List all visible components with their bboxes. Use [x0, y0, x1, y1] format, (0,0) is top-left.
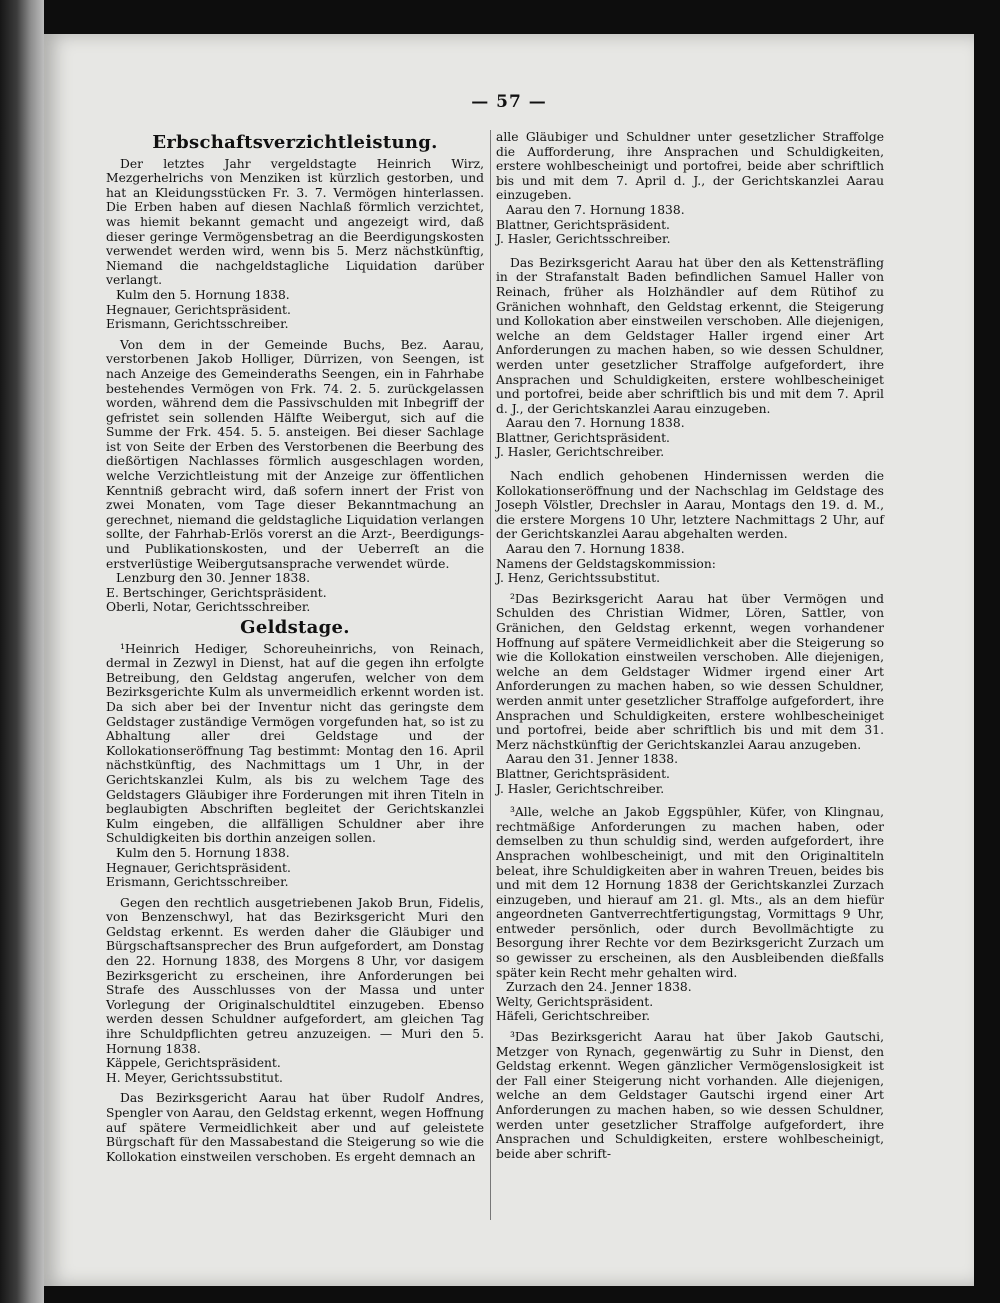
column-divider	[490, 130, 491, 1220]
book-spine-edge	[0, 0, 44, 1303]
notice-voelstler-signature-2: J. Henz, Gerichtssubstitut.	[496, 571, 660, 586]
notice-andres-continued-text: alle Gläubiger und Schuldner unter gesetzlicher Straffolge die Aufforderung, ihre Ansprachen und Schuldigkeiten, erstere wohlbescheinigt und portofrei, beide aber schriftlich bis und mit dem 7. April d. J., der Gerichtskanzlei Aarau einzugeben.	[496, 130, 884, 203]
page-number: — 57 —	[471, 92, 547, 112]
notice-andres-signature-1: Blattner, Gerichtspräsident.	[496, 217, 670, 232]
notice-holliger-date: Lenzburg den 30. Jenner 1838.	[116, 571, 311, 586]
notice-holliger-text: Von dem in der Gemeinde Buchs, Bez. Aarau, verstorbenen Jakob Holliger, Dürrizen, von Seengen, ist nach Anzeige des Gemeinderaths Seengen, ein in Fahrhabe bestehendes Vermögen von Frk. 74. 2. 5. zurückgelassen worden, während dem die Passivschulden mit Inbegriff der gefristet sein sollenden Hälfte Weibergut, sich auf die Summe der Frk. 454. 5. 5. ansteigen. Bei dieser Sachlage ist von Seite der Erben des Verstorbenen die Beerbung des dießörtigen Nachlasses förmlich ausgeschlagen worden, welche Verzichtleistung mit der Anzeige zur öffentlichen Kenntniß gebracht wird, daß sofern innert der Frist von zwei Monaten, vom Tage dieser Bekanntmachung an gerechnet, niemand die geldstagliche Liquidation verlangen sollte, der Fahrhab-Erlös vorerst an die Arzt-, Beerdigungs- und Publikationskosten, und der Ueberreſt an die erstverlüstige Weibergutsansprache verwendet würde.	[106, 337, 484, 571]
notice-wirz-signature-1: Hegnauer, Gerichtspräsident.	[106, 302, 291, 317]
notice-haller-text: Das Bezirksgericht Aarau hat über den als Kettensträfling in der Strafanstalt Baden befindlichen Samuel Haller von Reinach, früher als Holzhändler auf dem Rütihof zu Gränichen wohnhaft, den Geldstag erkennt, die Steigerung und Kollokation aber einstweilen verschoben. Alle diejenigen, welche an dem Geldstager Haller irgend einer Art Anforderungen zu machen haben, so wie dessen Schuldner, werden unter gesetzlicher Straffolge aufgefordert, ihre Ansprachen und Schuldigkeiten, erstere wohlbescheiniget und portofrei, beide aber schriftlich bis und mit dem 7. April d. J., der Gerichtskanzlei Aarau einzugeben.	[496, 255, 884, 416]
notice-brun-signature-2: H. Meyer, Gerichtssubstitut.	[106, 1070, 283, 1085]
notice-gautschi-text: ³Das Bezirksgericht Aarau hat über Jakob Gautschi, Metzger von Rynach, gegenwärtig zu Suhr in Dienst, den Geldstag erkennt. Wegen gänzlicher Vermögenslosigkeit ist der Fall einer Steigerung nicht vorhanden. Alle diejenigen, welche an dem Geldstager Gautschi irgend einer Art Anforderungen zu machen haben, so wie dessen Schuldner, werden unter gesetzlicher Straffolge aufgefordert, ihre Ansprachen und Schuldigkeiten, erstere wohlbescheinigt, beide aber schrift-	[496, 1030, 884, 1161]
notice-voelstler-signature-1: Namens der Geldstagskommission:	[496, 556, 716, 571]
notice-widmer-date: Aarau den 31. Jenner 1838.	[506, 752, 679, 767]
notice-widmer-text: ²Das Bezirksgericht Aarau hat über Vermögen und Schulden des Christian Widmer, Lören, Sattler, von Gränichen, den Geldstag erkennt, wegen vorhandener Hoffnung auf spätere Vermeidlichkeit aber die Steigerung so wie die Kollokation einstweilen verschoben. Alle diejenigen, welche an dem Geldstager Widmer irgend einer Art Anforderungen zu machen haben, so wie dessen Schuldner, werden anmit unter gesetzlicher Straffolge aufgefordert, ihre Ansprachen und Schuldigkeiten, erstere wohlbescheiniget und portofrei, beide aber schriftlich bis und mit dem 31. Merz nächstkünftig der Gerichtskanzlei Aarau anzugeben.	[496, 591, 884, 752]
notice-hediger-text: ¹Heinrich Hediger, Schoreuheinrichs, von Reinach, dermal in Zezwyl in Dienst, hat auf die gegen ihn erfolgte Betreibung, den Geldstag angerufen, welcher von dem Bezirksgerichte Kulm als unvermeidlich erkennt worden ist. Da sich aber bei der Inventur nicht das geringste dem Geldstager zuständige Vermögen vorgefunden hat, so ist zu Abhaltung aller drei Geldstage und der Kollokationseröffnung Tag bestimmt: Montag den 16. April nächstkünftig, des Nachmittags um 1 Uhr, in der Gerichtskanzlei Kulm, als bis zu welchem Tage des Geldstagers Gläubiger ihre Forderungen mit ihren Titeln in beglaubigten Abschriften begleitet der Gerichtskanzlei Kulm eingeben, die allfälligen Schuldner aber ihre Schuldigkeiten bis dorthin anzeigen sollen.	[106, 641, 484, 846]
notice-voelstler-text: Nach endlich gehobenen Hindernissen werden die Kollokationseröffnung und der Nachschlag im Geldstage des Joseph Völstler, Drechsler in Aarau, Montags den 19. d. M., die erstere Morgens 10 Uhr, letztere Nachmittags 2 Uhr, auf der Gerichtskanzlei Aarau abgehalten werden.	[496, 469, 884, 542]
section-heading-erbschaft: Erbschaftsverzichtleistung.	[152, 132, 438, 153]
notice-andres-signature-2: J. Hasler, Gerichtsschreiber.	[496, 232, 671, 247]
notice-wirz-text: Der letztes Jahr vergeldstagte Heinrich Wirz, Mezgerhelrichs von Menziken ist kürzlich gestorben, und hat an Kleidungsstücken Fr. 3. 7. Vermögen hinterlassen. Die Erben haben auf diesen Nachlaß förmlich verzichtet, was hiemit bekannt gemacht und angezeigt wird, daß dieser geringe Vermögensbetrag an die Beerdigungskosten verwendet werden wird, wenn bis 5. Merz nächstkünftig, Niemand die nachgeldstagliche Liquidation darüber verlangt.	[106, 156, 484, 288]
notice-eggspuehler-signature-2: Häfeli, Gerichtschreiber.	[496, 1009, 651, 1024]
notice-widmer-signature-1: Blattner, Gerichtspräsident.	[496, 766, 670, 781]
notice-haller-date: Aarau den 7. Hornung 1838.	[506, 416, 685, 431]
notice-eggspuehler-signature-1: Welty, Gerichtspräsident.	[496, 994, 654, 1009]
notice-holliger-signature-1: E. Bertschinger, Gerichtspräsident.	[106, 585, 327, 600]
section-heading-geldstage: Geldstage.	[240, 617, 350, 638]
notice-brun-signature-1: Käppele, Gerichtspräsident.	[106, 1056, 281, 1071]
notice-voelstler-date: Aarau den 7. Hornung 1838.	[506, 542, 685, 557]
notice-hediger-date: Kulm den 5. Hornung 1838.	[116, 845, 290, 860]
notice-andres-text: Das Bezirksgericht Aarau hat über Rudolf Andres, Spengler von Aarau, den Geldstag erkennt, wegen Hoffnung auf spätere Vermeidlichkeit aber und auf geleistete Bürgschaft für den Massabestand die Steigerung so wie die Kollokation einstweilen verschoben. Es ergeht demnach an	[106, 1091, 484, 1164]
left-column	[106, 130, 484, 1164]
notice-wirz-date: Kulm den 5. Hornung 1838.	[116, 287, 290, 302]
right-column	[496, 130, 884, 1161]
notice-holliger-signature-2: Oberli, Notar, Gerichtsschreiber.	[106, 600, 311, 615]
notice-andres-date: Aarau den 7. Hornung 1838.	[506, 202, 685, 217]
notice-haller-signature-2: J. Hasler, Gerichtschreiber.	[496, 445, 665, 460]
notice-hediger-signature-2: Erismann, Gerichtsschreiber.	[106, 875, 289, 890]
notice-eggspuehler-text: ³Alle, welche an Jakob Eggspühler, Küfer, von Klingnau, rechtmäßige Anforderungen zu machen haben, oder demselben zu thun schuldig sind, werden aufgefordert, ihre Ansprachen wohlbescheinigt, und mit den Originaltiteln beleat, ihre Schuldigkeiten aber in wahren Treuen, beides bis und mit dem 12 Hornung 1838 der Gerichtskanzlei Zurzach einzugeben, und hierauf am 21. gl. Mts., als an dem hiefür angeordneten Gantverrechtfertigungstag, Vormittags 9 Uhr, entweder persönlich, oder durch Bevollmächtigte zu Besorgung ihrer Rechte vor dem Bezirksgericht Zurzach um so gewisser zu erscheinen, als den Ausbleibenden dießfalls später kein Recht mehr gehalten wird.	[496, 805, 884, 980]
newspaper-page	[44, 34, 974, 1286]
notice-wirz-signature-2: Erismann, Gerichtsschreiber.	[106, 317, 289, 332]
notice-widmer-signature-2: J. Hasler, Gerichtschreiber.	[496, 781, 665, 796]
notice-eggspuehler-date: Zurzach den 24. Jenner 1838.	[506, 980, 692, 995]
notice-hediger-signature-1: Hegnauer, Gerichtspräsident.	[106, 860, 291, 875]
notice-brun-text: Gegen den rechtlich ausgetriebenen Jakob Brun, Fidelis, von Benzenschwyl, hat das Bezirksgericht Muri den Geldstag erkennt. Es werden daher die Gläubiger und Bürgschaftsansprecher des Brun aufgefordert, am Donstag den 22. Hornung 1838, des Morgens 8 Uhr, vor dasigem Bezirksgericht zu erscheinen, ihre Anforderungen bei Strafe des Ausschlusses von der Massa und unter Vorlegung der Originalschuldtitel einzugeben. Ebenso werden dessen Schuldner aufgefordert, am gleichen Tag ihre Schuldpflichten getreu anzuzeigen. — Muri den 5. Hornung 1838.	[106, 895, 484, 1056]
notice-haller-signature-1: Blattner, Gerichtspräsident.	[496, 430, 670, 445]
